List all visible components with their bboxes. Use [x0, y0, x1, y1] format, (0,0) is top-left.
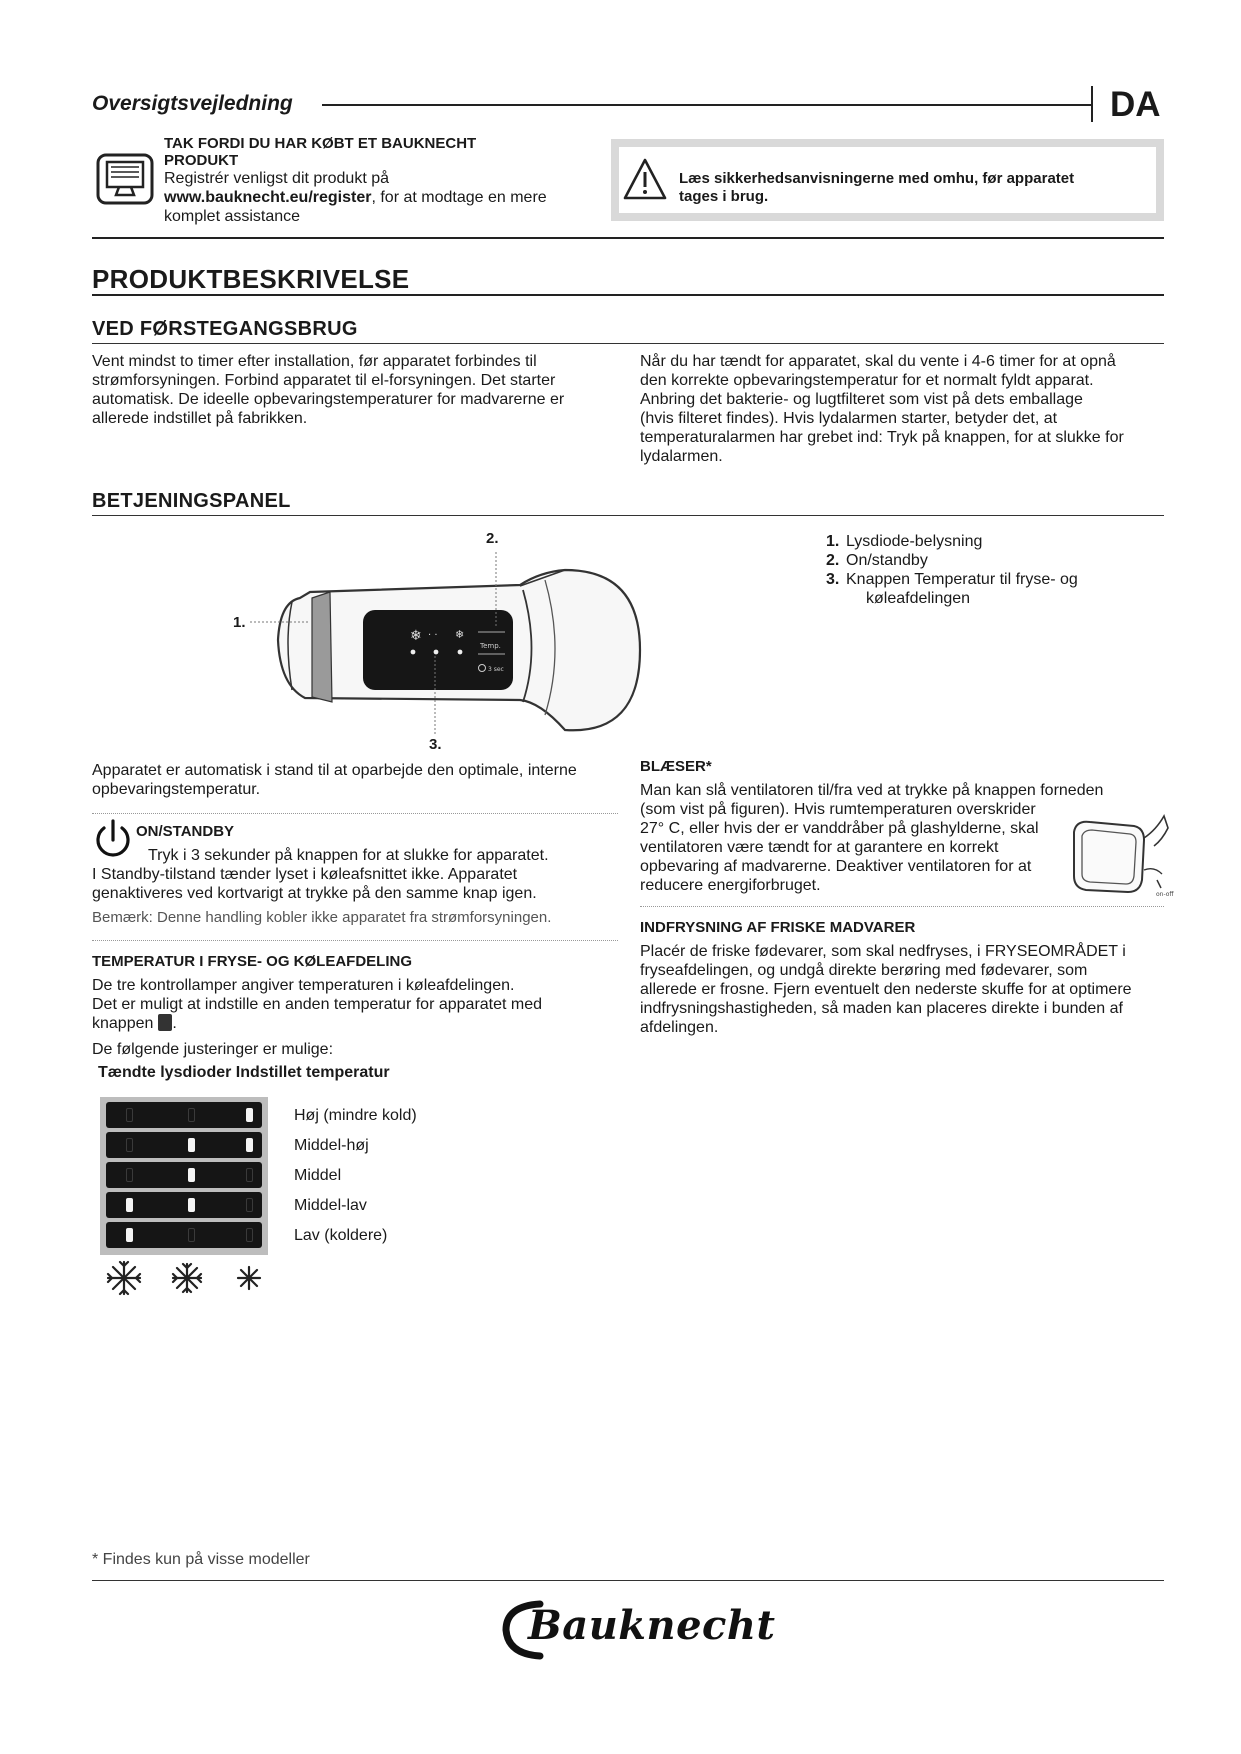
text-line: Man kan slå ventilatoren til/fra ved at trykke på knappen forneden	[640, 782, 1104, 799]
thanks-line-2-rest: , for at modtage en mere	[371, 189, 547, 206]
led-on	[246, 1138, 253, 1152]
document-title: Oversigtsvejledning	[92, 92, 293, 115]
text-line: I Standby-tilstand tænder lyset i køleafsnittet ikke. Apparatet	[92, 866, 518, 883]
first-use-rule	[92, 343, 1164, 344]
led-off	[126, 1108, 133, 1122]
led-off	[126, 1168, 133, 1182]
text-line: Anbring det bakterie- og lugtfilteret som vist på dets emballage	[640, 391, 1083, 408]
svg-text:· ·: · ·	[428, 630, 438, 641]
section-title-control-panel: BETJENINGSPANEL	[92, 490, 291, 512]
divider	[92, 940, 618, 941]
legend-item-2: 2. On/standby	[826, 552, 928, 569]
svg-text:❄: ❄	[455, 628, 465, 641]
text-line: ventilatoren være tændt for at garantere en korrekt	[640, 839, 999, 856]
first-use-left-text	[92, 352, 612, 428]
diagram-legend	[826, 532, 1146, 608]
led-row-label: Lav (koldere)	[294, 1227, 388, 1244]
divider	[640, 906, 1164, 907]
text-line: Når du har tændt for apparatet, skal du vente i 4-6 timer for at opnå	[640, 353, 1116, 370]
temp-button-icon	[158, 1014, 172, 1031]
safety-warning-box	[611, 139, 1164, 221]
led-row	[106, 1222, 262, 1248]
thanks-text	[164, 135, 604, 226]
text-line: De følgende justeringer er mulige:	[92, 1041, 334, 1058]
temperature-title: TEMPERATUR I FRYSE- OG KØLEAFDELING	[92, 953, 413, 970]
text-line: opbevaring af madvarerne. Deaktiver ventilatoren for at	[640, 858, 1032, 875]
svg-text:❄: ❄	[410, 628, 422, 644]
on-standby-text	[92, 865, 612, 903]
thanks-line-3: komplet assistance	[164, 208, 301, 225]
control-panel-diagram	[220, 530, 660, 750]
led-row-label: Middel	[294, 1167, 342, 1184]
text-line: (hvis filteret findes). Hvis lydalarmen starter, betyder det, at	[640, 410, 1058, 427]
snowflake-icons	[104, 1258, 274, 1298]
text-line: den korrekte opbevaringstemperatur for et normalt fyldt apparat.	[640, 372, 1094, 389]
temperature-table-header: Tændte lysdioder Indstillet temperatur	[98, 1064, 390, 1081]
callout-3: 3.	[429, 736, 442, 753]
power-icon	[92, 818, 134, 867]
led-on	[126, 1228, 133, 1242]
thanks-line-2	[164, 188, 604, 207]
text-line: reducere energiforbruget.	[640, 877, 821, 894]
diagram-temp-label: Temp.	[480, 642, 501, 650]
freezing-title: INDFRYSNING AF FRISKE MADVARER	[640, 919, 916, 936]
text-line: De tre kontrollamper angiver temperaturen i køleafdelingen.	[92, 977, 515, 994]
legend-item-1: 1. Lysdiode-belysning	[826, 533, 983, 550]
callout-2: 2.	[486, 530, 499, 547]
led-off	[126, 1138, 133, 1152]
led-row	[106, 1102, 262, 1128]
first-use-right-text	[640, 352, 1160, 466]
text-line: allerede indstillet på fabrikken.	[92, 410, 308, 427]
fan-illustration	[1064, 810, 1174, 903]
text-line: Placér de friske fødevarer, som skal nedfryses, i FRYSEOMRÅDET i	[640, 943, 1126, 960]
control-panel-rule	[92, 515, 1164, 516]
fan-switch-label: on-off	[1156, 891, 1174, 898]
led-off	[246, 1198, 253, 1212]
auto-text	[92, 761, 612, 799]
bauknecht-logo	[500, 1596, 776, 1660]
top-divider	[92, 237, 1164, 239]
legend-item-3: 3. Knappen Temperatur til fryse- og	[826, 571, 1078, 588]
freezing-text	[640, 942, 1164, 1037]
led-row-label: Middel-lav	[294, 1197, 367, 1214]
text-line: knappen .	[92, 1015, 177, 1032]
led-off	[188, 1108, 195, 1122]
callout-1: 1.	[233, 614, 246, 631]
fan-title: BLÆSER*	[640, 758, 712, 775]
led-off	[246, 1168, 253, 1182]
text-line: opbevaringstemperatur.	[92, 781, 261, 798]
led-off	[246, 1228, 253, 1242]
text-line: lydalarmen.	[640, 448, 723, 465]
language-code: DA	[1110, 85, 1161, 124]
on-standby-line-1: Tryk i 3 sekunder på knappen for at slukke for apparatet.	[148, 847, 549, 864]
text-line: genaktiveres ved kortvarigt at trykke på den samme knap igen.	[92, 885, 537, 902]
register-link[interactable]: www.bauknecht.eu/register	[164, 189, 372, 206]
text-line: automatisk. De ideelle opbevaringstemperaturer for madvarerne er	[92, 391, 565, 408]
thanks-heading-2: PRODUKT	[164, 152, 239, 169]
text-line: 27° C, eller hvis der er vanddråber på glashylderne, skal	[640, 820, 1039, 837]
divider	[92, 813, 618, 814]
text-line: Apparatet er automatisk i stand til at oparbejde den optimale, interne	[92, 762, 577, 779]
led-row	[106, 1192, 262, 1218]
text-line: indfrysningshastigheden, så maden kan placeres direkte i bunden af	[640, 1000, 1123, 1017]
led-on	[188, 1198, 195, 1212]
on-standby-title: ON/STANDBY	[136, 823, 235, 840]
thanks-line-1: Registrér venligst dit produkt på	[164, 170, 389, 187]
legend-item-3-cont: køleafdelingen	[866, 590, 971, 607]
led-on	[246, 1108, 253, 1122]
product-rule	[92, 294, 1164, 296]
warning-line-2: tages i brug.	[679, 188, 769, 205]
warning-line-1: Læs sikkerhedsanvisningerne med omhu, før apparatet	[679, 170, 1075, 187]
header-rule	[322, 104, 1092, 106]
warning-text	[679, 170, 1074, 206]
brand-wordmark: Bauknecht	[528, 1602, 776, 1649]
text-line: Det er muligt at indstille en anden temperatur for apparatet med	[92, 996, 543, 1013]
monitor-icon	[96, 153, 154, 212]
section-title-product: PRODUKTBESKRIVELSE	[92, 264, 410, 294]
text-line: afdelingen.	[640, 1019, 719, 1036]
on-standby-note: Bemærk: Denne handling kobler ikke apparatet fra strømforsyningen.	[92, 909, 552, 926]
text-line: Vent mindst to timer efter installation, før apparatet forbindes til	[92, 353, 537, 370]
led-on	[188, 1138, 195, 1152]
led-on	[126, 1198, 133, 1212]
thanks-heading-1: TAK FORDI DU HAR KØBT ET BAUKNECHT	[164, 135, 477, 152]
led-row-label: Middel-høj	[294, 1137, 369, 1154]
footnote: * Findes kun på visse modeller	[92, 1551, 310, 1568]
section-title-first-use: VED FØRSTEGANGSBRUG	[92, 318, 358, 340]
text-line: (som vist på figuren). Hvis rumtemperaturen overskrider	[640, 801, 1036, 818]
led-row	[106, 1162, 262, 1188]
diagram-hold-label: 3 sec	[488, 666, 504, 673]
temperature-text	[92, 976, 622, 1059]
led-off	[188, 1228, 195, 1242]
warning-triangle-icon	[623, 158, 667, 205]
text-line: strømforsyningen. Forbind apparatet til el-forsyningen. Det starter	[92, 372, 556, 389]
led-row	[106, 1132, 262, 1158]
footer-rule	[92, 1580, 1164, 1581]
text-line: fryseafdelingen, og undgå direkte berøring med fødevarer, som	[640, 962, 1088, 979]
led-row-label: Høj (mindre kold)	[294, 1107, 417, 1124]
led-on	[188, 1168, 195, 1182]
header-rule-tick	[1091, 86, 1093, 122]
text-line: temperaturalarmen har grebet ind: Tryk på knappen, for at slukke for	[640, 429, 1124, 446]
text-line: allerede er frosne. Fjern eventuelt den nederste skuffe for at optimere	[640, 981, 1132, 998]
